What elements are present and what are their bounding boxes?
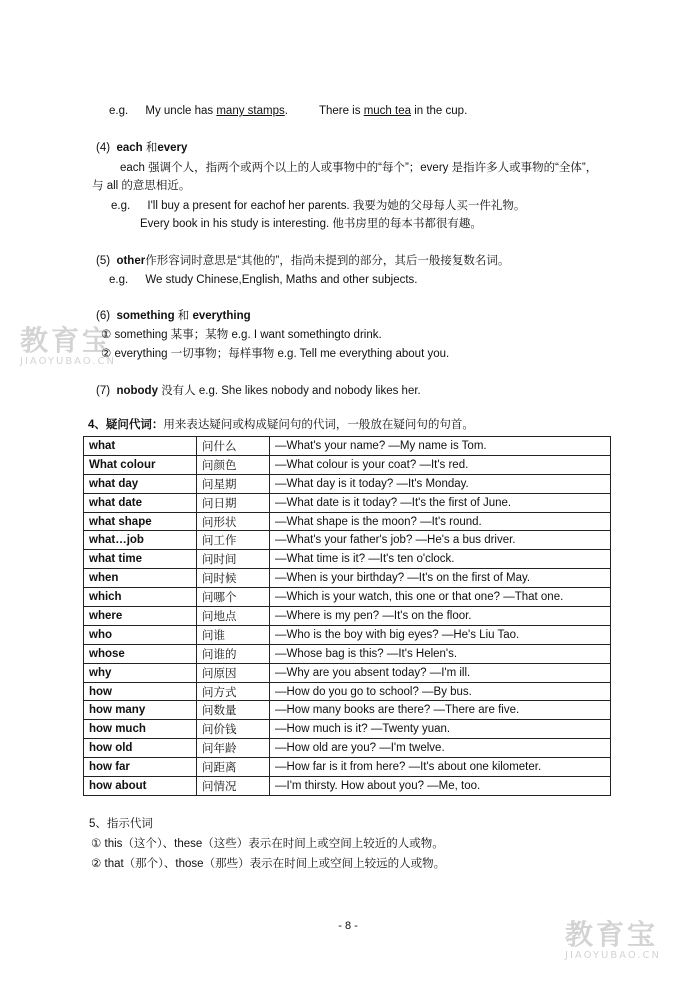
question-meaning: 问谁的 [197, 644, 270, 663]
question-word: how far [84, 758, 197, 777]
question-example: —Where is my pen? —It's on the floor. [270, 607, 611, 626]
question-word: how old [84, 739, 197, 758]
question-meaning: 问方式 [197, 682, 270, 701]
question-meaning: 问颜色 [197, 455, 270, 474]
section-number: (5) [96, 255, 111, 267]
section-other-heading [96, 254, 509, 269]
question-word: what…job [84, 531, 197, 550]
demonstrative-item-far: ② that（那个）、those（那些）表示在时间上或空间上较远的人或物。 [91, 858, 446, 870]
each-every-description-2: 与 all 的意思相近。 [92, 180, 191, 192]
example-1-pre: My uncle has [145, 105, 217, 117]
question-example: —What date is it today? —It's the first of June. [270, 493, 611, 512]
table-row [84, 607, 611, 626]
question-meaning: 问形状 [197, 512, 270, 531]
question-example: —Who is the boy with big eyes? —He's Liu Tao. [270, 625, 611, 644]
question-example: —Why are you absent today? —I'm ill. [270, 663, 611, 682]
interrogative-table [83, 436, 611, 796]
question-word: how much [84, 720, 197, 739]
question-meaning: 问年龄 [197, 739, 270, 758]
question-example: —How old are you? —I'm twelve. [270, 739, 611, 758]
section-title-something: something [116, 310, 175, 322]
watermark-top-url: JIAOYUBAO.CN [20, 356, 116, 367]
section-title-and: 和 [145, 142, 158, 154]
watermark-top-logo: 教育宝 [20, 324, 114, 357]
question-example: —What's your name? —My name is Tom. [270, 437, 611, 456]
table-row [84, 474, 611, 493]
table-row [84, 512, 611, 531]
question-example: —How many books are there? —There are five. [270, 701, 611, 720]
table-row [84, 701, 611, 720]
everything-item: ② everything 一切事物；每样事物 e.g. Tell me everything about you. [101, 348, 450, 360]
question-word: what day [84, 474, 197, 493]
example-2-pre: There is [318, 105, 364, 117]
every-example-2: Every book in his study is interesting. 他书房里的每本书都很有趣。 [140, 218, 482, 230]
question-word: why [84, 663, 197, 682]
interrogative-table-body [84, 437, 611, 796]
nobody-description: 没有人 e.g. She likes nobody and nobody likes her. [161, 385, 421, 397]
other-description: 作形容词时意思是“其他的”，指尚未提到的部分，其后一般接复数名词。 [145, 255, 510, 267]
page-number: - 8 - [338, 920, 358, 932]
question-word: how [84, 682, 197, 701]
table-row [84, 437, 611, 456]
section-something-everything-heading [96, 309, 251, 324]
question-word: which [84, 588, 197, 607]
section-number: (7) [96, 385, 111, 397]
table-row [84, 758, 611, 777]
table-row [84, 663, 611, 682]
question-word: What colour [84, 455, 197, 474]
question-example: —Whose bag is this? —It's Helen's. [270, 644, 611, 663]
table-row [84, 777, 611, 796]
section-title-nobody: nobody [116, 385, 158, 397]
table-row [84, 531, 611, 550]
question-meaning: 问价钱 [197, 720, 270, 739]
question-meaning: 问时间 [197, 550, 270, 569]
demonstrative-heading: 5、指示代词 [89, 818, 153, 830]
question-word: who [84, 625, 197, 644]
question-meaning: 问日期 [197, 493, 270, 512]
interrogative-heading-label: 4、疑问代词： [88, 419, 164, 431]
question-meaning: 问地点 [197, 607, 270, 626]
interrogative-heading [88, 418, 474, 433]
example-line [109, 104, 467, 119]
question-word: when [84, 569, 197, 588]
table-row [84, 720, 611, 739]
table-row [84, 569, 611, 588]
example-2-underlined: much tea [363, 105, 411, 117]
table-row [84, 739, 611, 758]
interrogative-heading-text: 用来表达疑问或构成疑问句的代词，一般放在疑问句的句首。 [163, 419, 474, 431]
question-word: what date [84, 493, 197, 512]
eg-label: e.g. [109, 105, 129, 117]
section-title-other: other [116, 255, 146, 267]
question-example: —What colour is your coat? —It's red. [270, 455, 611, 474]
section-title-everything: everything [192, 310, 251, 322]
table-row [84, 644, 611, 663]
question-example: —How much is it? —Twenty yuan. [270, 720, 611, 739]
other-example [109, 273, 418, 288]
question-example: —When is your birthday? —It's on the first of May. [270, 569, 611, 588]
question-word: what time [84, 550, 197, 569]
table-row [84, 455, 611, 474]
question-meaning: 问工作 [197, 531, 270, 550]
question-example: —What shape is the moon? —It's round. [270, 512, 611, 531]
each-example-1-text: I'll buy a present for eachof her parents. 我要为她的父母每人买一件礼物。 [147, 200, 526, 212]
question-meaning: 问星期 [197, 474, 270, 493]
question-example: —I'm thirsty. How about you? —Me, too. [270, 777, 611, 796]
question-example: —What time is it? —It's ten o'clock. [270, 550, 611, 569]
question-word: where [84, 607, 197, 626]
question-meaning: 问原因 [197, 663, 270, 682]
question-word: how about [84, 777, 197, 796]
example-2-post: in the cup. [411, 105, 468, 117]
question-example: —Which is your watch, this one or that one? —That one. [270, 588, 611, 607]
question-meaning: 问什么 [197, 437, 270, 456]
question-example: —What's your father's job? —He's a bus driver. [270, 531, 611, 550]
table-row [84, 550, 611, 569]
question-meaning: 问谁 [197, 625, 270, 644]
demonstrative-item-near: ① this（这个）、these（这些）表示在时间上或空间上较近的人或物。 [91, 838, 444, 850]
question-meaning: 问距离 [197, 758, 270, 777]
question-example: —What day is it today? —It's Monday. [270, 474, 611, 493]
example-1-underlined: many stamps [216, 105, 285, 117]
question-example: —How far is it from here? —It's about one kilometer. [270, 758, 611, 777]
section-nobody [96, 384, 421, 399]
eg-label: e.g. [111, 200, 131, 212]
question-meaning: 问情况 [197, 777, 270, 796]
table-row [84, 682, 611, 701]
section-each-every-heading [96, 141, 187, 156]
question-word: what [84, 437, 197, 456]
question-word: how many [84, 701, 197, 720]
question-meaning: 问哪个 [197, 588, 270, 607]
something-item: ① something 某事；某物 e.g. I want somethingto drink. [101, 329, 382, 341]
section-number: (6) [96, 310, 111, 322]
section-title-every: every [157, 142, 188, 154]
section-title-each: each [116, 142, 143, 154]
question-example: —How do you go to school? —By bus. [270, 682, 611, 701]
watermark-bottom-logo: 教育宝 [565, 918, 659, 951]
question-meaning: 问时候 [197, 569, 270, 588]
each-example-1 [111, 199, 525, 214]
watermark-bottom-url: JIAOYUBAO.CN [565, 950, 661, 961]
section-title-and: 和 [177, 310, 190, 322]
other-example-text: We study Chinese,English, Maths and other subjects. [145, 274, 418, 286]
table-row [84, 625, 611, 644]
question-word: whose [84, 644, 197, 663]
question-meaning: 问数量 [197, 701, 270, 720]
table-row [84, 588, 611, 607]
section-number: (4) [96, 142, 111, 154]
question-word: what shape [84, 512, 197, 531]
each-every-description-1: each 强调个人，指两个或两个以上的人或事物中的“每个”；every 是指许多人或事物的“全体”， [120, 162, 598, 174]
eg-label: e.g. [109, 274, 129, 286]
example-1-post: . [284, 105, 288, 117]
table-row [84, 493, 611, 512]
